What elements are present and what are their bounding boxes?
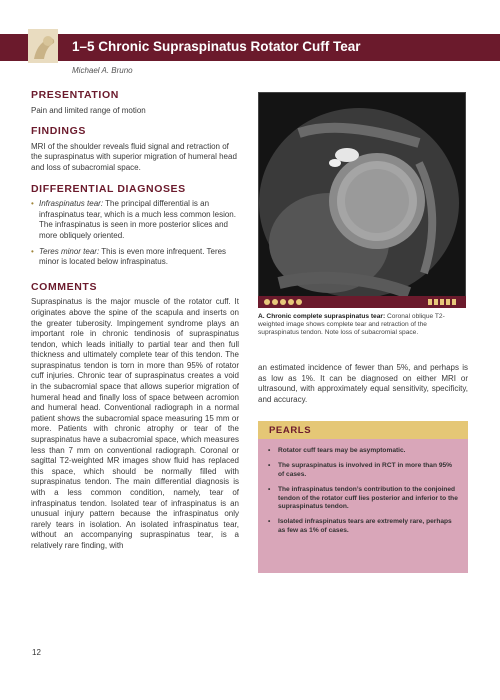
pearls-box bbox=[258, 421, 468, 573]
left-column bbox=[31, 90, 239, 562]
findings-text: MRI of the shoulder reveals fluid signal and retraction of the supraspinatus with superior migration of humeral head and loss of subacromial space. bbox=[31, 141, 237, 172]
mri-shoulder-image bbox=[259, 93, 466, 308]
header-logo bbox=[28, 29, 58, 63]
strip-square-icon bbox=[434, 299, 438, 305]
differential-text: This is even more infrequent. Teres minor is located below infraspinatus. bbox=[39, 246, 227, 267]
figure-caption bbox=[258, 313, 468, 338]
strip-square-icon bbox=[440, 299, 444, 305]
strip-dot-icon bbox=[272, 299, 278, 305]
mri-image bbox=[258, 92, 466, 308]
pearls-list bbox=[258, 439, 468, 535]
presentation-text: Pain and limited range of motion bbox=[31, 105, 146, 115]
list-item: • Isolated infraspinatus tears are extremely rare, perhaps as few as 1% of cases. bbox=[268, 518, 458, 535]
differential-term: Teres minor tear: bbox=[39, 246, 100, 256]
list-item: • The infraspinatus tendon’s contribution to the conjoined tendon of the rotator cuff lies posterior and inferior to the supraspinatus tendon. bbox=[268, 486, 458, 511]
strip-dot-icon bbox=[288, 299, 294, 305]
findings-heading: FINDINGS bbox=[31, 125, 86, 138]
caption-label: A. Chronic complete supraspinatus tear: bbox=[258, 313, 386, 320]
pearls-heading: PEARLS bbox=[258, 421, 468, 439]
presentation-heading: PRESENTATION bbox=[31, 89, 119, 101]
author-name: Michael A. Bruno bbox=[72, 66, 133, 75]
strip-square-icon bbox=[452, 299, 456, 305]
differential-term: Infraspinatus tear: bbox=[39, 199, 104, 209]
shoulder-logo-icon bbox=[28, 29, 58, 63]
case-title: 1–5 Chronic Supraspinatus Rotator Cuff Tear bbox=[72, 39, 361, 54]
comments-text: Supraspinatus is the major muscle of the rotator cuff. It originates above the spine of the scapula and inserts on the greater tuberosity. Impingement syndrome plays an important role in chronic tendinosis of supraspinatus tendon, which leads initially to partial tear and then full thickness and ultimately complete tear of this tendon. The supraspinatus tendon is torn in more than 95% of rotator cuff injuries. Chronic tear of supraspinatus creates a void in the subacromial space that allows superior migration of humeral head and finally loss of space between acromion and humeral head. Conventional radiograph in a normal patient shows the subacromial space measuring 15 mm or more. Patients with chronic atrophy or tear of the supraspinatus have a subacromial space, which measures less than 7 mm on conventional radiograph. Coronal or sagittal T2-weighted MR images show fluid has replaced this space, which should be normally filled with supraspinatus tendon. The main differential diagnosis is with a less common condition, namely, tear of infraspinatus tendon. Isolated tear of infraspinatus is an unusual injury pattern because the infraspinatus only rarely tears in isolation. An isolated infraspinatus tear, without an accompanying supraspinatus tear, is a relatively rare finding, with bbox=[31, 297, 239, 550]
strip-dot-icon bbox=[280, 299, 286, 305]
caption-text: Coronal oblique T2-weighted image shows complete tear and retraction of the supraspinatus tendon. Note loss of subacromial space. bbox=[258, 313, 445, 337]
strip-dot-icon bbox=[264, 299, 270, 305]
differential-list bbox=[31, 199, 239, 268]
strip-square-icon bbox=[446, 299, 450, 305]
differential-text: The principal differential is an infraspinatus tear, which is a much less common lesion. The infraspinatus is seen in more posterior slices and more obliquely oriented. bbox=[39, 199, 236, 240]
page-number: 12 bbox=[32, 648, 41, 657]
strip-dot-icon bbox=[296, 299, 302, 305]
list-item bbox=[31, 247, 239, 268]
list-item bbox=[31, 199, 239, 241]
differential-heading: DIFFERENTIAL DIAGNOSES bbox=[31, 182, 186, 195]
strip-square-icon bbox=[428, 299, 432, 305]
list-item: • The supraspinatus is involved in RCT in more than 95% of cases. bbox=[268, 462, 458, 479]
comments-heading: COMMENTS bbox=[31, 280, 98, 293]
list-item: • Rotator cuff tears may be asymptomatic. bbox=[268, 447, 458, 455]
comments-continued: an estimated incidence of fewer than 5%, and perhaps is as low as 1%. It can be diagnosed on either MRI or ultrasound, with approximately equal sensitivity, specificity, and accuracy. bbox=[258, 363, 468, 404]
